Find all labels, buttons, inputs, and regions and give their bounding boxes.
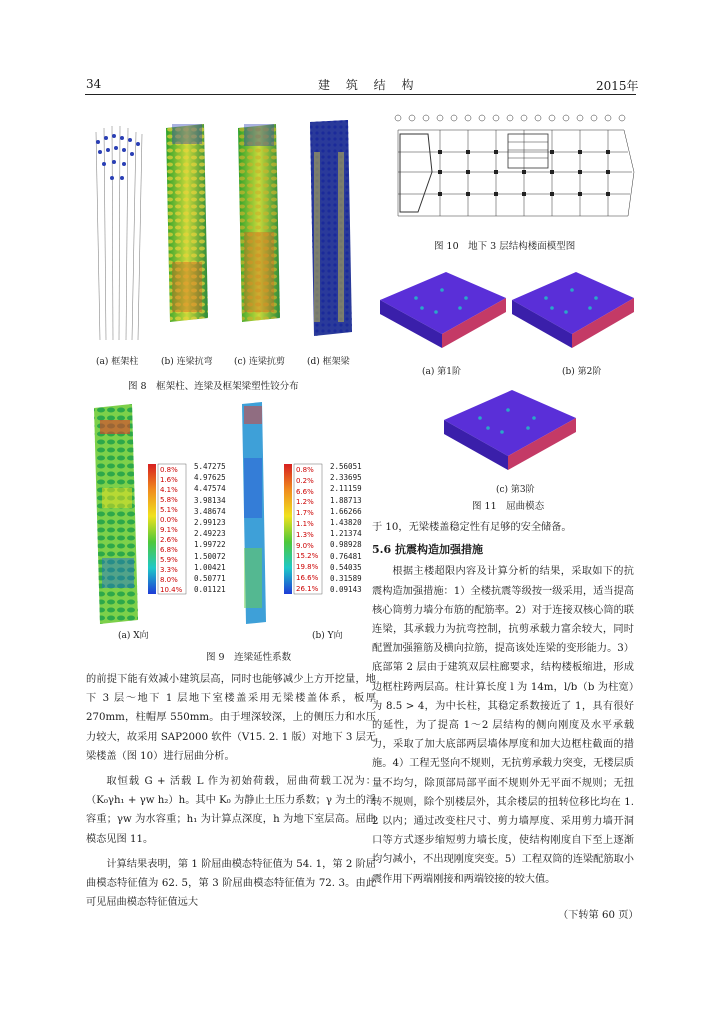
fig11-subcaption-b: (b) 第2阶	[562, 367, 602, 377]
legend-a-value: 1.50072	[194, 551, 226, 561]
legend-a-pct: 1.6%	[160, 476, 178, 484]
left-para-3: 计算结果表明，第 1 阶屈曲模态特征值为 54. 1，第 2 阶屈曲模态特征值为 62. 5，第 3 阶屈曲模态特征值为 72. 3。由此可见屈曲模态特征值远大	[86, 858, 376, 909]
legend-a-value: 0.01121	[194, 585, 226, 595]
legend-b-pct: 16.6%	[296, 573, 319, 582]
legend-a-pct: 0.8%	[160, 466, 178, 474]
legend-b-value: 0.98928	[330, 540, 362, 550]
fig8-subcaption-b: (b) 连梁抗弯	[161, 357, 213, 367]
legend-b-pct: 0.2%	[296, 476, 314, 485]
legend-a-pct: 10.4%	[160, 586, 183, 594]
fig11-subcaption-c: (c) 第3阶	[496, 485, 535, 495]
figure-10-image	[388, 112, 638, 232]
legend-a-value: 1.00421	[194, 562, 226, 572]
legend-b-value: 1.43820	[330, 517, 362, 527]
fig9-subcaption-b: (b) Y向	[312, 631, 343, 641]
legend-a-pct: 8.0%	[160, 576, 178, 584]
section-heading: 5.6 抗震构造加强措施	[372, 543, 483, 557]
legend-a-pct: 9.1%	[160, 526, 178, 534]
legend-b-value: 2.56051	[330, 462, 362, 471]
legend-b-value: 1.66266	[330, 506, 362, 516]
legend-a-pct: 6.8%	[160, 546, 178, 554]
continued-note: （下转第 60 页）	[558, 910, 639, 921]
legend-a-pct: 4.1%	[160, 486, 178, 494]
figure-11-mode-1	[376, 262, 510, 358]
legend-a-pct: 0.0%	[160, 516, 178, 524]
legend-a-value: 3.48674	[194, 506, 226, 516]
fig11-subcaption-a: (a) 第1阶	[422, 367, 461, 377]
right-para-continued: 于 10，无梁楼盖稳定性有足够的安全储备。	[372, 522, 572, 533]
legend-a-pcts	[160, 466, 190, 596]
right-column-text	[372, 518, 634, 889]
fig9-subcaption-a: (a) X向	[118, 631, 149, 641]
legend-b-pct: 9.0%	[296, 541, 314, 550]
figure-11-caption: 图 11 屈曲模态	[472, 501, 545, 512]
legend-b-value: 0.31589	[330, 573, 362, 583]
legend-a-value: 3.98134	[194, 495, 226, 505]
figure-8-image	[86, 112, 376, 348]
legend-a-pct: 3.3%	[160, 566, 178, 574]
publication-year: 2015年	[596, 79, 639, 93]
legend-b-pct: 1.1%	[296, 519, 314, 528]
legend-b-colorbar	[284, 464, 292, 594]
fig8-subcaption-c: (c) 连梁抗剪	[234, 357, 285, 367]
legend-a-value: 4.97625	[194, 473, 226, 483]
legend-b-value: 2.33695	[330, 473, 362, 483]
legend-b-value: 1.21374	[330, 529, 362, 539]
tower-d	[310, 120, 352, 336]
legend-b-pct: 1.3%	[296, 530, 314, 539]
legend-a-value: 0.50771	[194, 573, 226, 583]
page-number: 34	[86, 77, 102, 91]
journal-title: 建 筑 结 构	[318, 78, 420, 92]
legend-b-value: 1.88713	[330, 495, 362, 505]
legend-a-colorbar	[148, 464, 156, 594]
legend-a-value: 4.47574	[194, 484, 226, 494]
legend-a-values	[194, 462, 244, 596]
tower-b	[166, 124, 208, 322]
legend-b-pct: 1.7%	[296, 509, 314, 518]
legend-b-value: 0.09143	[330, 585, 362, 595]
legend-a-pct: 5.1%	[160, 506, 178, 514]
ductility-tower-y	[242, 402, 266, 624]
legend-a-value: 2.49223	[194, 529, 226, 539]
legend-b-pct: 6.6%	[296, 487, 314, 496]
legend-a-value: 5.47275	[194, 462, 226, 471]
legend-b-pct: 15.2%	[296, 552, 319, 561]
figure-11-mode-3	[440, 380, 580, 480]
legend-a-pct: 5.8%	[160, 496, 178, 504]
legend-b-pct: 0.8%	[296, 466, 314, 474]
tower-c	[238, 124, 280, 322]
legend-a-pct: 2.6%	[160, 536, 178, 544]
legend-b-value: 2.11159	[330, 484, 362, 494]
left-column-text	[86, 670, 376, 912]
fig8-subcaption-a: (a) 框架柱	[96, 357, 139, 367]
figure-8-caption: 图 8 框架柱、连梁及框架梁塑性铰分布	[128, 381, 299, 392]
legend-b-pct: 1.2%	[296, 498, 314, 507]
legend-b-values	[330, 462, 376, 596]
legend-a-value: 2.99123	[194, 517, 226, 527]
left-para-1: 的前提下能有效减小建筑层高，同时也能够减少上方开挖量，地下 3 层～地下 1 层地下室楼盖采用无梁楼盖体系，板厚 270mm，柱帽厚 550mm。由于埋深较深，上的侧压力和水压力较大，故采用 SAP2000 软件（V15. 2. 1 版）对地下 3 层无梁楼盖（图 10）进行屈曲分析。	[86, 674, 376, 762]
legend-b-pct: 19.8%	[296, 563, 319, 572]
figure-9-caption: 图 9 连梁延性系数	[206, 652, 292, 663]
legend-a-value: 1.99722	[194, 540, 226, 550]
legend-b-value: 0.76481	[330, 551, 362, 561]
legend-a-pct: 5.9%	[160, 556, 178, 564]
legend-b-pcts	[296, 466, 328, 596]
figure-10-caption: 图 10 地下 3 层结构楼面模型图	[434, 241, 576, 252]
left-para-2: 取恒载 G + 活载 L 作为初始荷载，屈曲荷载工况为：（K₀γh₁ + γw h₂）h。其中 K₀ 为静止土压力系数；γ 为土的浮容重；γw 为水容重；h₁ 为计算点深度，h 为地下室层高。屈曲模态见图 11。	[86, 776, 376, 845]
ductility-tower-x	[94, 404, 138, 624]
legend-b-value: 0.54035	[330, 562, 362, 572]
header-rule	[85, 94, 636, 95]
tower-a	[96, 126, 142, 340]
figure-11-mode-2	[508, 262, 638, 358]
legend-b-pct: 26.1%	[296, 584, 319, 593]
fig8-subcaption-d: (d) 框架梁	[307, 357, 350, 367]
right-para-measures: 根据主楼超限内容及计算分析的结果，采取如下的抗震构造加强措施：1）全楼抗震等级按一级采用，适当提高核心筒剪力墙分布筋的配筋率。2）对于连接双核心筒的联连梁，其承载力为抗弯控制，抗剪承载力富余较大，同时配置加强箍筋及横向拉筋，提高该处连梁的变形能力。3）底部第 2 层由于建筑双层柱廊要求，结构楼板缩进，形成边框柱跨两层高。柱计算长度 l 为 14m，l/b（b 为柱宽）为 8.5 > 4，为中长柱，其稳定系数接近了 1，具有很好的延性，为了提高 1～2 层结构的侧向刚度及水平承载力，采取了加大底部两层墙体厚度和加大边框柱截面的措施。4）工程无竖向不规则，无抗剪承载力突变，无楼层质量不均匀，除顶部局部平面不规则外无平面不规则；无扭转不规则，除个别楼层外，其余楼层的扭转位移比均在 1. 2 以内；通过改变柱尺寸、剪力墙厚度、采用剪力墙开洞口等方式逐步缩短剪力墙长度，使结构刚度自下至上逐渐均匀减小，不出现刚度突变。5）工程双筒的连梁配筋取小震作用下两端刚接和两端铰接的较大值。	[372, 566, 634, 885]
